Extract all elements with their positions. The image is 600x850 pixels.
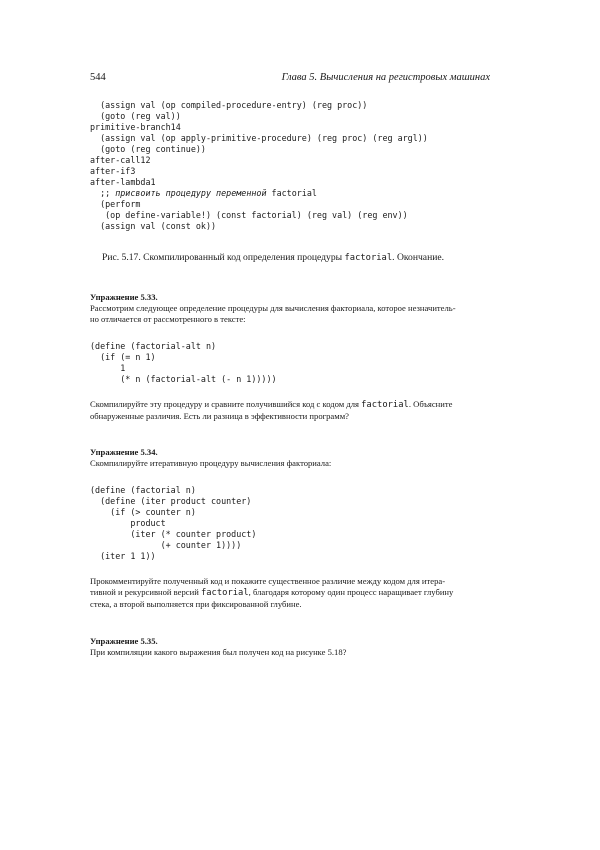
- code-line: after-call12: [90, 155, 151, 165]
- caption-text: Рис. 5.17. Скомпилированный код определения процедуры: [102, 252, 345, 263]
- code-line: (define (factorial n): [90, 485, 196, 495]
- code-line: primitive-branch14: [90, 122, 181, 132]
- paragraph-line: [90, 399, 492, 411]
- comment-prefix: ;;: [90, 188, 116, 198]
- code-line: (assign val (const ok)): [90, 221, 217, 231]
- code-line: after-lambda1: [90, 177, 156, 187]
- code-line: after-if3: [90, 166, 136, 176]
- code-line: (goto (reg val)): [90, 111, 181, 121]
- exercise-code-block: [90, 341, 277, 385]
- code-line: 1: [90, 363, 126, 373]
- exercise-intro: [90, 647, 492, 658]
- outro-text: . Объясните: [408, 399, 453, 409]
- paragraph-line: Скомпилируйте итеративную процедуру вычисления факториала:: [90, 458, 332, 468]
- paragraph-line: Рассмотрим следующее определение процедуры для вычисления факториала, которое незначитель-: [90, 303, 456, 313]
- code-line: (goto (reg continue)): [90, 144, 206, 154]
- inline-code: factorial: [200, 588, 249, 599]
- paragraph-line: При компиляции какого выражения был получен код на рисунке 5.18?: [90, 647, 347, 657]
- code-line: (perform: [90, 199, 141, 209]
- paragraph-line: [90, 587, 492, 599]
- caption-end: . Окончание.: [392, 252, 444, 263]
- exercise-title: Упражнение 5.35.: [90, 636, 158, 646]
- code-line: (iter 1 1)): [90, 551, 156, 561]
- figure-code-block: [90, 100, 428, 232]
- paragraph-line: стека, а второй выполняется при фиксированной глубине.: [90, 599, 302, 610]
- paragraph-line: Прокомментируйте полученный код и покажите существенное различие между кодом для итера-: [90, 576, 446, 586]
- inline-code: factorial: [361, 400, 409, 410]
- outro-text: тивной и рекурсивной версий: [90, 587, 201, 598]
- code-line: (assign val (op compiled-procedure-entry) (reg proc)): [90, 100, 368, 110]
- caption-code: factorial: [344, 253, 393, 263]
- figure-caption: [102, 252, 522, 263]
- code-line: (+ counter 1)))): [90, 540, 242, 550]
- code-line: (define (factorial-alt n): [90, 341, 217, 351]
- outro-text: Скомпилируйте эту процедуру и сравните получившийся код с кодом для: [90, 399, 362, 409]
- comment-suffix: factorial: [266, 188, 317, 198]
- code-line: (iter (* counter product): [90, 529, 257, 539]
- outro-text: , благодаря которому один процесс наращивает глубину: [248, 587, 454, 598]
- code-line: product: [90, 518, 166, 528]
- code-line: (if (= n 1): [90, 352, 156, 362]
- exercise-outro: [90, 399, 492, 422]
- page-header: [90, 72, 490, 88]
- code-line: (op define-variable!) (const factorial) (reg val) (reg env)): [90, 210, 408, 220]
- paragraph-line: но отличается от рассмотренного в тексте:: [90, 314, 246, 325]
- exercise-code-block: [90, 485, 256, 562]
- code-line: (* n (factorial-alt (- n 1))))): [90, 374, 277, 384]
- code-line: (define (iter product counter): [90, 496, 252, 506]
- running-title: Глава 5. Вычисления на регистровых машинах: [281, 72, 490, 83]
- code-line: (if (> counter n): [90, 507, 196, 517]
- exercise-title: Упражнение 5.34.: [90, 447, 158, 457]
- exercise-intro: [90, 458, 492, 469]
- page-number: 544: [90, 72, 106, 83]
- code-line: (assign val (op apply-primitive-procedure) (reg proc) (reg argl)): [90, 133, 428, 143]
- paragraph-line: обнаруженные различия. Есть ли разница в эффективности программ?: [90, 411, 349, 422]
- code-comment-line: [90, 188, 317, 198]
- exercise-title: Упражнение 5.33.: [90, 292, 158, 302]
- exercise-intro: [90, 303, 492, 325]
- comment-text: присвоить процедуру переменной: [115, 188, 267, 198]
- exercise-outro: [90, 576, 492, 611]
